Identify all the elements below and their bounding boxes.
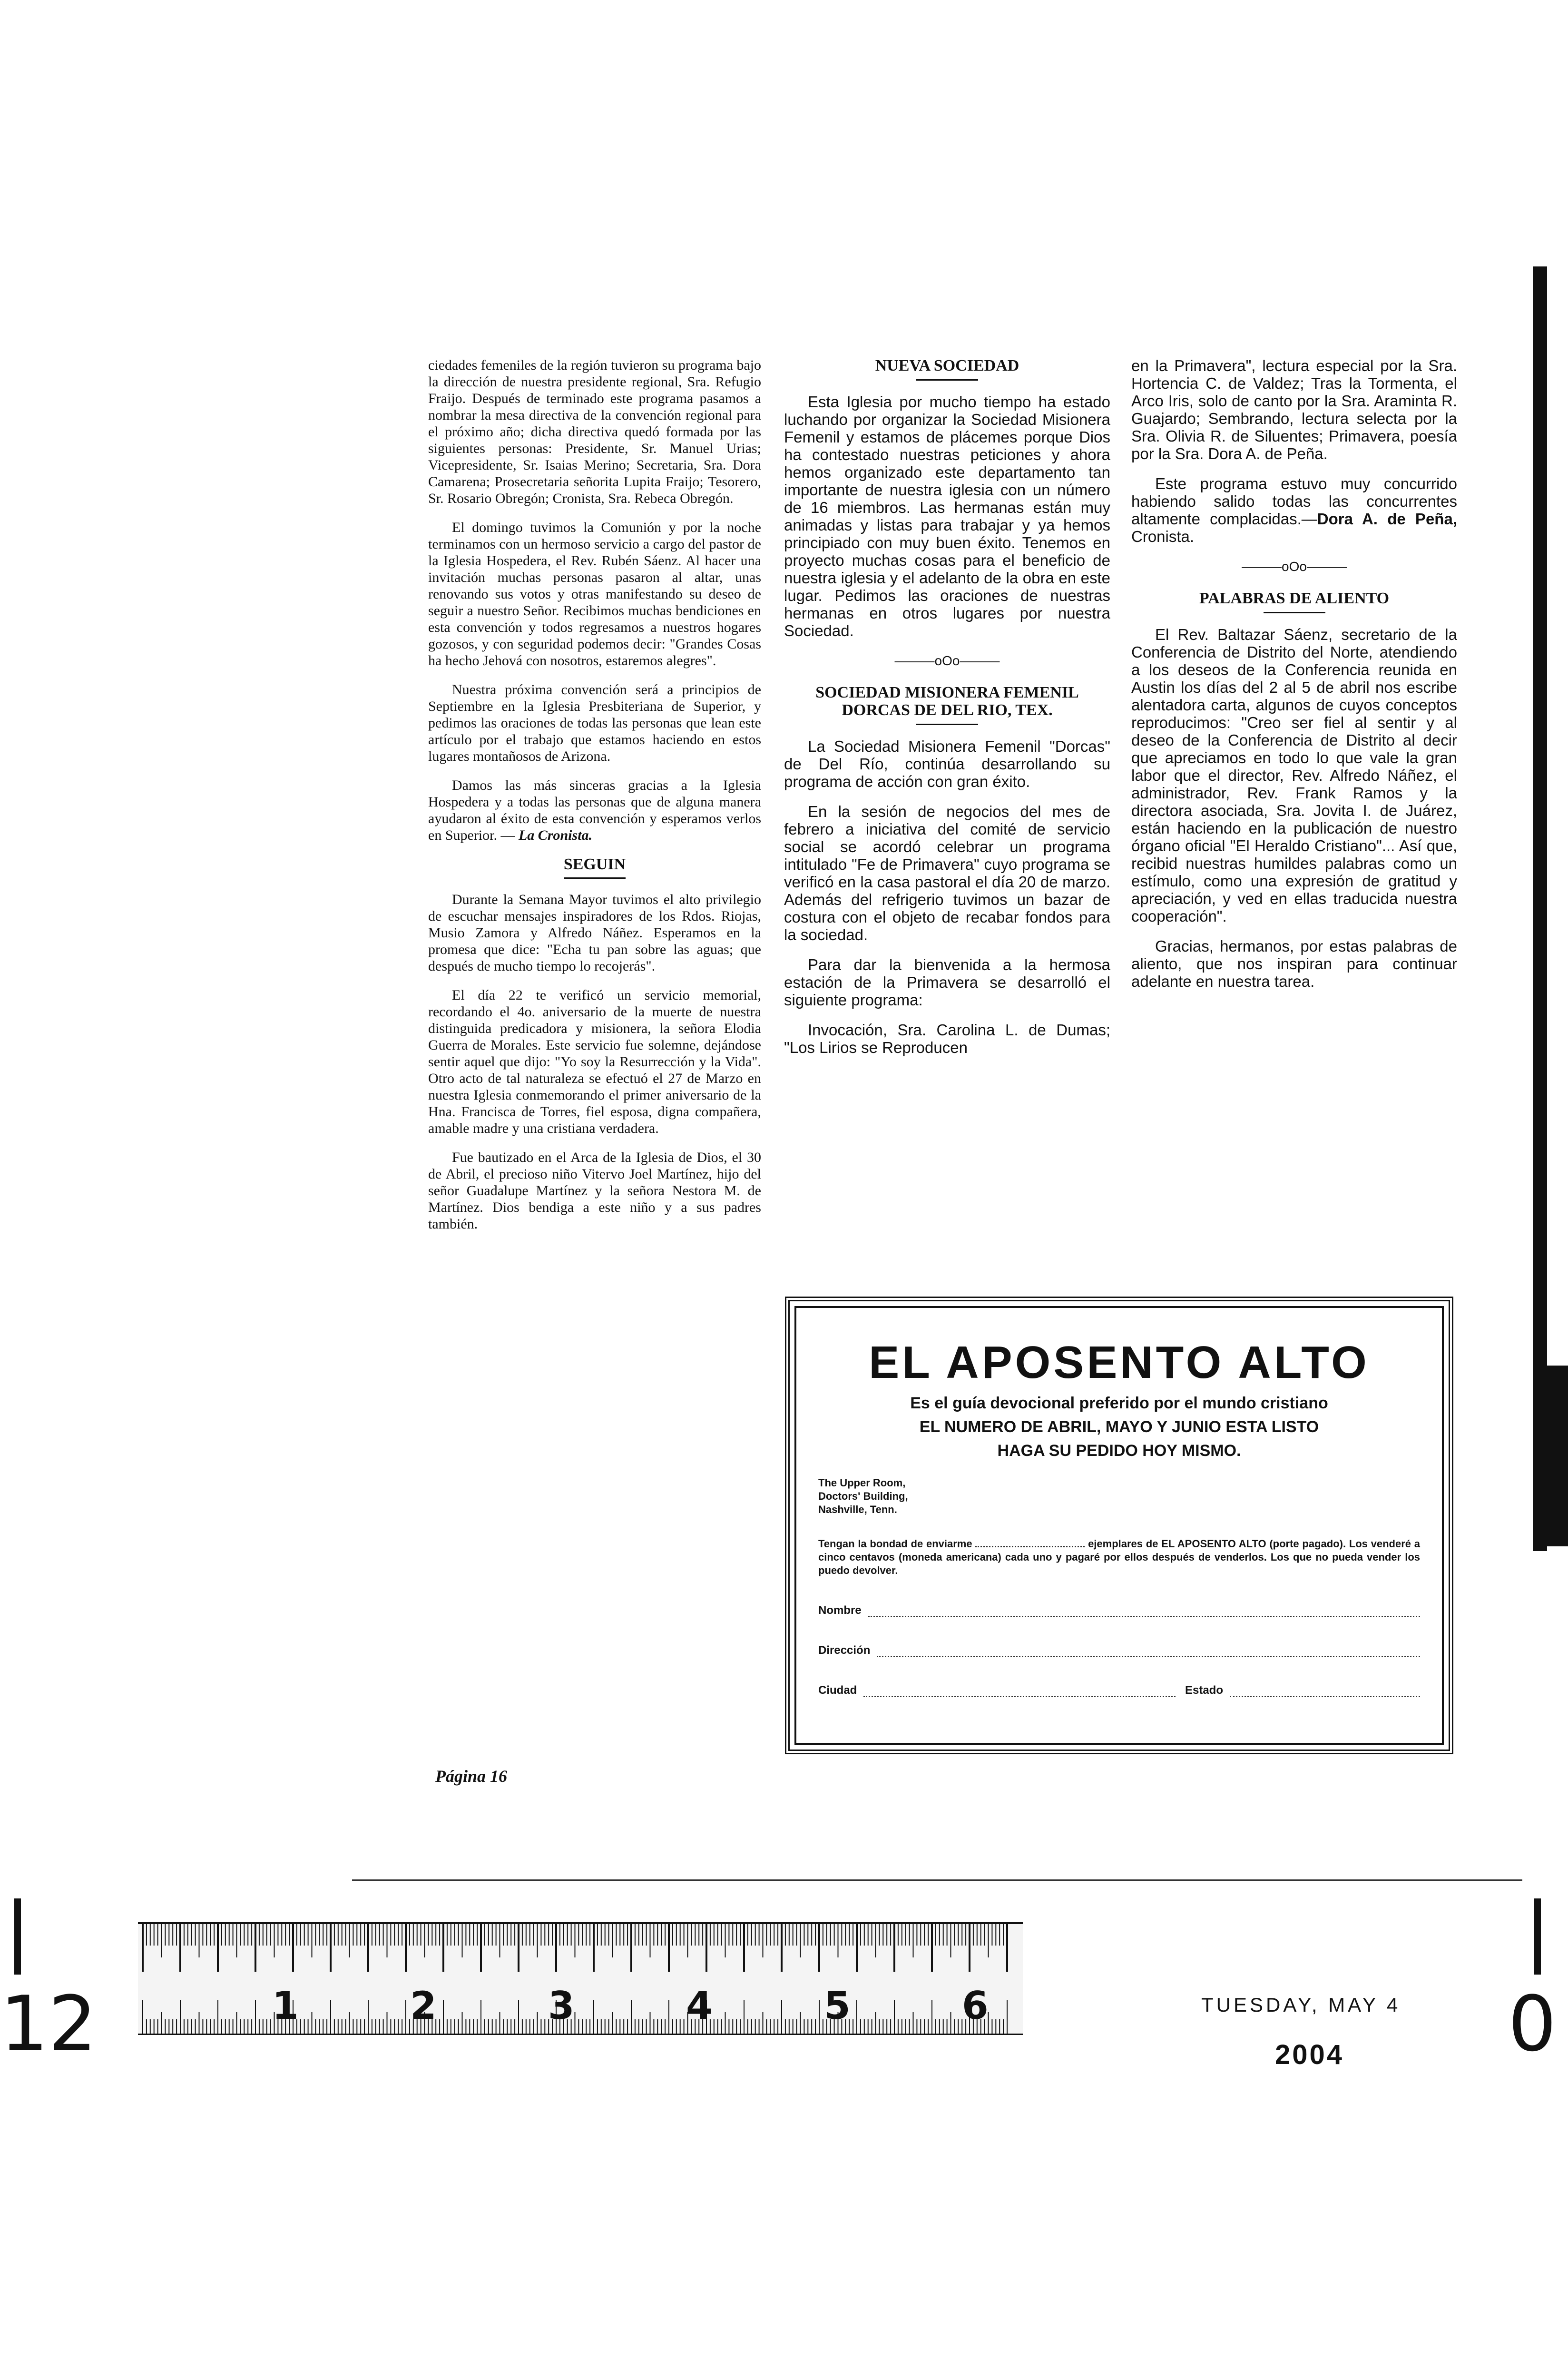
paragraph: El domingo tuvimos la Comunión y por la noche terminamos con un hermoso servicio a cargo del pastor de la Iglesia Hospedera, el Rev. Rubén Sáenz. Al hacer una invitación muchas personas pasaron al altar, unas renovando sus votos y otras manifestando su deseo de seguir a nuestro Señor. Recibimos muchas bendiciones en esta convención y todos regresamos a nuestros hogares gozosos, y con seguridad podemos decir: "Grandes Cosas ha hecho Jehová con nosotros, estaremos alegres". (428, 520, 761, 668)
section-heading-seguin: SEGUIN (563, 855, 626, 873)
section-heading-nueva-sociedad: NUEVA SOCIEDAD (875, 357, 1019, 374)
paragraph (428, 777, 761, 844)
order-text-part: ejemplares de EL APOSENTO ALTO (porte pagado). Los venderé a cinco centavos (moneda americana) cada uno y pagaré por ellos después de venderlos. Los que no pueda vender los puedo devolver. (818, 1538, 1420, 1576)
article-column-1 (428, 357, 761, 1245)
article-column-2 (784, 357, 1110, 1069)
paragraph-text: Este programa estuvo muy concurrido habiendo salido todas las concurrentes altamente complacidas.— (1131, 475, 1457, 528)
margin-number-right: 0 (1508, 1979, 1557, 2068)
address-line: Doctors' Building, (818, 1490, 908, 1502)
scan-line (352, 1879, 1522, 1881)
address-line: The Upper Room, (818, 1477, 906, 1489)
paragraph: Para dar la bienvenida a la hermosa estación de la Primavera se desarrolló el siguiente programa: (784, 956, 1110, 1009)
heading-rule (916, 724, 978, 725)
paragraph (1131, 475, 1457, 545)
paragraph: Gracias, hermanos, por estas palabras de aliento, que nos inspiran para continuar adelante en nuestra tarea. (1131, 937, 1457, 990)
ruler-number: 1 (272, 1984, 299, 2028)
address-line: Nashville, Tenn. (818, 1504, 897, 1515)
margin-bar-right (1534, 1898, 1541, 1975)
address-field[interactable] (818, 1644, 1420, 1657)
paragraph: Esta Iglesia por mucho tiempo ha estado luchando por organizar la Sociedad Misionera Femenil y estamos de plácemes porque Dios ha contestado nuestras peticiones y ahora hemos organizado este departamento tan importante de nuestra iglesia con un número de 16 miembros. Las hermanas están muy animadas y listas para trabajar y ya hemos principiado con muy buen éxito. Tenemos en proyecto muchas cosas para el beneficio de nuestra iglesia y el adelanto de la obra en este lugar. Pedimos las oraciones de nuestras hermanas en otros lugares por nuestra Sociedad. (784, 393, 1110, 639)
signature: Dora A. de Peña, (1317, 510, 1457, 528)
heading-rule (916, 379, 978, 381)
ruler-number: 4 (686, 1984, 713, 2028)
ad-tagline: EL NUMERO DE ABRIL, MAYO Y JUNIO ESTA LISTO (919, 1418, 1319, 1436)
ad-tagline: Es el guía devocional preferido por el mundo cristiano (910, 1394, 1328, 1412)
margin-number-left: 12 (0, 1979, 97, 2068)
order-text (818, 1537, 1420, 1577)
field-label: Estado (1185, 1684, 1223, 1697)
ad-tagline: HAGA SU PEDIDO HOY MISMO. (997, 1442, 1241, 1460)
paragraph-text: Damos las más sinceras gracias a la Iglesia Hospedera y a todas las personas que de alguna manera ayudaron al éxito de esta convención y esperamos verlos en Superior. — (428, 777, 761, 843)
footer-date: TUESDAY, MAY 4 (1201, 1994, 1401, 2016)
section-heading-palabras: PALABRAS DE ALIENTO (1199, 590, 1390, 607)
city-blank[interactable] (863, 1686, 1176, 1697)
paragraph: Fue bautizado en el Arca de la Iglesia de Dios, el 30 de Abril, el precioso niño Vitervo Joel Martínez, hijo del señor Guadalupe Martínez y la señora Nestora M. de Martínez. Dios bendiga a este niño y a sus padres también. (428, 1150, 761, 1232)
heading-rule (564, 877, 626, 879)
name-field[interactable] (818, 1604, 1420, 1617)
footer-year: 2004 (1275, 2039, 1344, 2070)
ruler-ticks (138, 1924, 1023, 2034)
measuring-ruler (138, 1922, 1023, 2035)
order-text-part: Tengan la bondad de enviarme (818, 1538, 972, 1550)
page-number-label: Página 16 (435, 1767, 508, 1786)
ruler-number: 2 (410, 1984, 437, 2028)
section-heading-dorcas-line-2: DORCAS DE DEL RIO, TEX. (842, 701, 1053, 719)
signature: La Cronista. (518, 827, 593, 843)
paragraph-text: Cronista. (1131, 528, 1195, 545)
paragraph: El día 22 te verificó un servicio memorial, recordando el 4o. aniversario de la muerte de nuestra distinguida predicadora y misionera, la señora Elodia Guerra de Morales. Este servicio fue solemne, dejándose sentir aquel que dijo: "Yo soy la Resurrección y la Vida". Otro acto de tal naturaleza se efectuó el 27 de Marzo en nuestra Iglesia conmemorando el primer aniversario de la Hna. Francisca de Torres, fiel esposa, digna compañera, amable madre y una cristiana verdadera. (428, 987, 761, 1136)
paragraph: en la Primavera", lectura especial por la Sra. Hortencia C. de Valdez; Tras la Tormenta, el Arco Iris, solo de canto por la Sra. Araminta R. Guajardo; Sembrando, lectura selecta por la Sra. Olivia R. de Siluentes; Primavera, poesía por la Sra. Dora A. de Peña. (1131, 357, 1457, 462)
city-state-field[interactable] (818, 1684, 1420, 1697)
ruler-number: 6 (962, 1984, 989, 2028)
field-label: Ciudad (818, 1684, 857, 1697)
paragraph: Invocación, Sra. Carolina L. de Dumas; "Los Lirios se Reproducen (784, 1021, 1110, 1056)
section-separator: ———oOo——— (894, 653, 1000, 668)
name-blank[interactable] (868, 1606, 1420, 1617)
paragraph: En la sesión de negocios del mes de febrero a iniciativa del comité de servicio social se acordó celebrar un programa intitulado "Fe de Primavera" cuyo programa se verificó en la casa pastoral el día 20 de marzo. Además del refrigerio tuvimos un bazar de costura con el objeto de recabar fondos para la sociedad. (784, 803, 1110, 944)
paragraph: Nuestra próxima convención será a principios de Septiembre en la Iglesia Presbiteriana de Superior, y pedimos las oraciones de todas las personas que lean este artículo por el trabajo que estamos haciendo en estos lugares montañosos de Arizona. (428, 682, 761, 764)
article-column-3 (1131, 357, 1457, 1003)
paragraph: La Sociedad Misionera Femenil "Dorcas" de Del Río, continúa desarrollando su programa de acción con gran éxito. (784, 737, 1110, 790)
paragraph: Durante la Semana Mayor tuvimos el alto privilegio de escuchar mensajes inspiradores de los Rdos. Riojas, Musio Zamora y Alfredo Náñez. Esperamos en la promesa que dice: "Echa tu pan sobre las aguas; que después de mucho tiempo lo recojerás". (428, 892, 761, 974)
ad-title: EL APOSENTO ALTO (869, 1337, 1370, 1388)
field-label: Dirección (818, 1644, 871, 1657)
section-heading-dorcas-line-1: SOCIEDAD MISIONERA FEMENIL (815, 684, 1079, 701)
address-blank[interactable] (877, 1646, 1420, 1657)
ruler-number: 3 (548, 1984, 575, 2028)
scan-edge-bar (1533, 266, 1547, 1551)
heading-rule (1264, 612, 1325, 613)
ad-address (818, 1476, 1420, 1516)
state-blank[interactable] (1230, 1686, 1420, 1697)
scan-edge-block (1533, 1366, 1568, 1546)
paragraph: El Rev. Baltazar Sáenz, secretario de la Conferencia de Distrito del Norte, atendiendo a los deseos de la Conferencia reunida en Austin los días del 2 al 5 de abril nos escribe alentadora carta, algunos de cuyos conceptos reproducimos: "Creo ser fiel al sentir y al deseo de la Conferencia de Distrito al decir que apreciamos en todo lo que vale la gran labor que el director, Rev. Alfredo Náñez, el administrador, Rev. Frank Ramos y la directora asociada, Sra. Jovita I. de Juárez, están haciendo en la publicación de nuestro órgano oficial "El Heraldo Cristiano"... Así que, recibid nuestras humildes palabras como un estímulo, como una expresión de gratitud y apreciación, y ved en ellas traducida nuestra cooperación". (1131, 626, 1457, 925)
advertisement-box (785, 1297, 1453, 1754)
margin-bar-left (14, 1898, 21, 1975)
advertisement-inner-frame (794, 1306, 1444, 1745)
field-label: Nombre (818, 1604, 862, 1617)
ruler-number: 5 (824, 1984, 851, 2028)
paragraph: ciedades femeniles de la región tuvieron su programa bajo la dirección de nuestra presidente regional, Sra. Refugio Fraijo. Después de terminado este programa pasamos a nombrar la mesa directiva de la convención regional para el próximo año; dicha directiva quedó formada por las siguientes personas: Presidente, Sr. Manuel Urias; Vicepresidente, Sr. Isaias Merino; Secretaria, Sra. Dora Camarena; Prosecretaria señorita Lupita Fraijo; Tesorero, Sr. Rosario Obregón; Cronista, Sra. Rebeca Obregón. (428, 357, 761, 506)
section-separator: ———oOo——— (1242, 559, 1347, 574)
quantity-blank[interactable] (975, 1546, 1085, 1547)
